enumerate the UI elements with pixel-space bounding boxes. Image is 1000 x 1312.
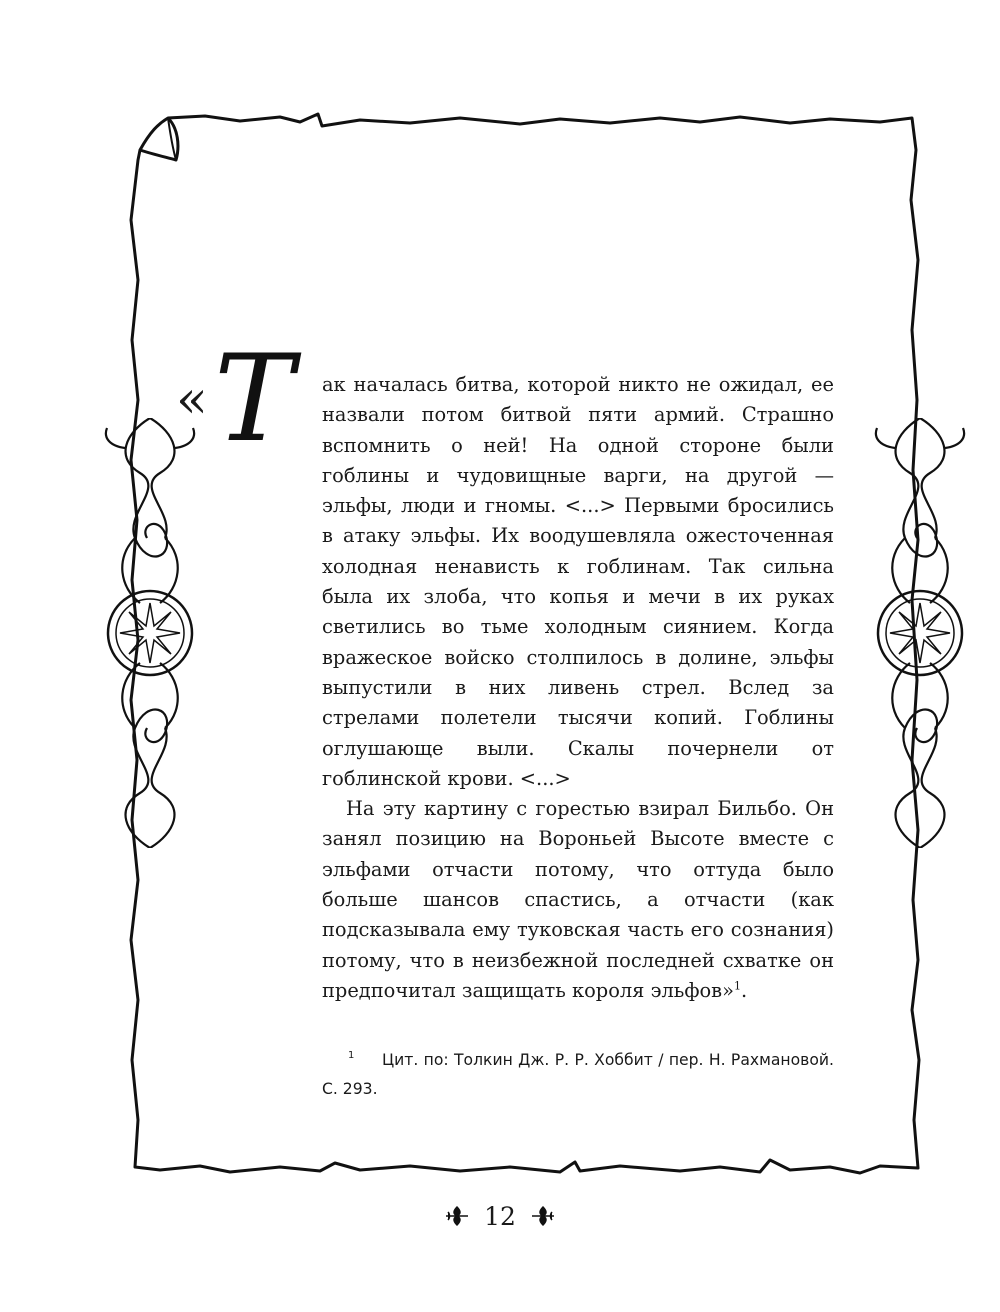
drop-cap-letter: Т [214, 330, 295, 469]
footnote-mark: 1 [348, 1050, 355, 1061]
fleuron-left-icon [444, 1205, 470, 1227]
opening-quote-mark: « [176, 370, 208, 430]
right-vine-ornament [865, 418, 975, 848]
compass-star-icon [108, 591, 192, 675]
footnote-text: Цит. по: Толкин Дж. Р. Р. Хоббит / пер. Н. Рахмановой. С. 293. [322, 1051, 834, 1098]
compass-star-icon [878, 591, 962, 675]
footnote-reference[interactable]: 1 [733, 979, 741, 993]
page-footer [0, 1196, 1000, 1236]
paragraph-1: ак началась битва, которой никто не ожидал, ее назвали потом битвой пяти армий. Страшно вспомнить о ней! На одной стороне были гоблины и чудовищные варги, на другой — эльфы, люди и гномы. <...> Первыми бросились в атаку эльфы. Их воодушевляла ожесточенная холодная ненависть к гоблинам. Так сильна была их злоба, что копья и мечи в их руках светились во тьме холодным сиянием. Когда вражеское войско столпилось в долине, эльфы выпустили в них ливень стрел. Вслед за стрелами полетели тысячи копий. Гоблины оглушающе выли. Скалы почернели от гоблинской крови. <...> [322, 373, 834, 790]
page-number: 12 [484, 1201, 516, 1231]
footnote [322, 1046, 834, 1104]
paragraph-2: На эту картину с горестью взирал Бильбо. Он занял позицию на Вороньей Высоте вместе с эльфами отчасти потому, что оттуда было больше шансов спастись, а отчасти (как подсказывала ему туковская часть его сознания) потому, что в неизбежной последней схватке он предпочитал защищать короля эльфов»$^1$. [322, 797, 834, 1002]
paragraph-2-text: На эту картину с горестью взирал Бильбо. Он занял позицию на Вороньей Высоте вместе с эльфами отчасти потому, что оттуда было больше шансов спастись, а отчасти (как подсказывала ему туковская часть его сознания) потому, что в неизбежной последней схватке он предпочитал защищать короля эльфов» [322, 797, 834, 1002]
body-text [322, 370, 834, 1006]
left-vine-ornament [95, 418, 205, 848]
fleuron-right-icon [530, 1205, 556, 1227]
